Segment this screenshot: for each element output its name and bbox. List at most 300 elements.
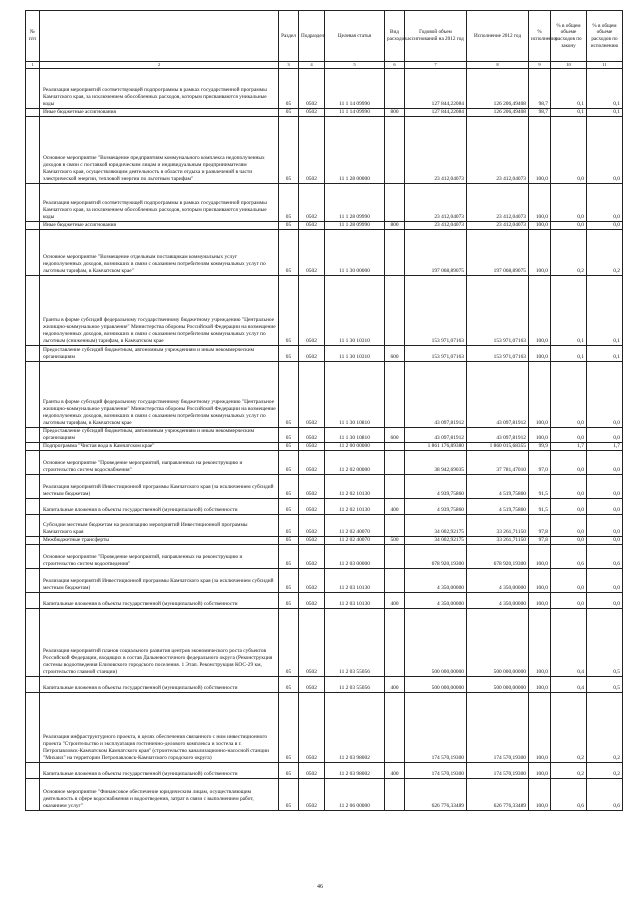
- target-article-cell: 11 1 30 10310: [325, 346, 385, 362]
- share-execution-cell: 0,0: [587, 569, 623, 593]
- target-article-cell: 11 2 02 40070: [325, 537, 385, 545]
- share-execution-cell: 0,1: [587, 346, 623, 362]
- item-name-cell: Межбюджетные трансферты: [40, 537, 279, 545]
- execution-cell: 153 971,07163: [467, 346, 529, 362]
- execution-cell: 174 570,19300: [467, 763, 529, 779]
- razdel-cell: 05: [279, 230, 299, 276]
- column-index-cell: 11: [587, 62, 623, 69]
- column-index-cell: 1: [26, 62, 40, 69]
- num-cell: [26, 222, 40, 230]
- target-article-cell: 11 1 28 00000: [325, 117, 385, 184]
- item-name-cell: Капитальные вложения в объекты государственной (муниципальной) собственности: [40, 593, 279, 609]
- annual-plan-cell: 174 570,19300: [405, 763, 467, 779]
- share-law-cell: 0,0: [551, 593, 587, 609]
- podrazdel-cell: 0502: [299, 451, 325, 475]
- table-row: [26, 515, 623, 537]
- expense-type-cell: 600: [385, 346, 405, 362]
- share-execution-cell: 0,0: [587, 184, 623, 222]
- percent-cell: 100,0: [529, 428, 551, 443]
- percent-cell: 98,7: [529, 109, 551, 117]
- share-execution-cell: 0,0: [587, 428, 623, 443]
- annual-plan-cell: 34 002,92175: [405, 537, 467, 545]
- item-name-cell: Реализация мероприятий Инвестиционной программы Камчатского края (за исключением субсидий местным бюджетам): [40, 475, 279, 499]
- expense-type-cell: [385, 230, 405, 276]
- share-law-cell: 0,4: [551, 677, 587, 693]
- percent-cell: 100,0: [529, 545, 551, 569]
- num-cell: [26, 230, 40, 276]
- item-name-cell: Капитальные вложения в объекты государственной (муниципальной) собственности: [40, 499, 279, 515]
- share-execution-cell: 0,0: [587, 222, 623, 230]
- expense-type-cell: 600: [385, 428, 405, 443]
- execution-cell: 500 000,00000: [467, 677, 529, 693]
- table-row: [26, 69, 623, 109]
- podrazdel-cell: 0502: [299, 779, 325, 811]
- target-article-cell: 11 1 28 09990: [325, 184, 385, 222]
- budget-table-sheet: [25, 10, 622, 811]
- percent-cell: 97,0: [529, 451, 551, 475]
- podrazdel-cell: 0502: [299, 609, 325, 677]
- podrazdel-cell: 0502: [299, 109, 325, 117]
- annual-plan-cell: 1 861 176,89380: [405, 443, 467, 451]
- item-name-cell: Субсидии местным бюджетам на реализацию мероприятий Инвестиционной программы Камчатского края: [40, 515, 279, 537]
- num-cell: [26, 451, 40, 475]
- item-name-cell: Основное мероприятие "Проведение мероприятий, направленных на реконструкцию и строительство систем водоотведения": [40, 545, 279, 569]
- execution-cell: 500 000,00000: [467, 609, 529, 677]
- razdel-cell: 05: [279, 69, 299, 109]
- percent-cell: 100,0: [529, 184, 551, 222]
- execution-cell: 43 097,81912: [467, 428, 529, 443]
- header-execution: Исполнение 2012 год: [467, 11, 529, 62]
- item-name-cell: Предоставление субсидий бюджетным, автономным учреждениям и иным некоммерческим организациям: [40, 346, 279, 362]
- item-name-cell: Основное мероприятие "Финансовое обеспечение юридическим лицам, осуществляющим деятельность в сфере водоснабжения и водоотведения, затрат в связи с выполнением работ, оказанием услуг": [40, 779, 279, 811]
- column-index-cell: 6: [385, 62, 405, 69]
- share-execution-cell: 1,7: [587, 443, 623, 451]
- execution-cell: 197 068,89075: [467, 230, 529, 276]
- column-index-cell: 4: [299, 62, 325, 69]
- share-execution-cell: 0,0: [587, 451, 623, 475]
- column-index-cell: 7: [405, 62, 467, 69]
- target-article-cell: 11 2 06 00000: [325, 779, 385, 811]
- annual-plan-cell: 34 002,92175: [405, 515, 467, 537]
- share-law-cell: 0,2: [551, 763, 587, 779]
- num-cell: [26, 593, 40, 609]
- expense-type-cell: 800: [385, 222, 405, 230]
- header-target-article: Целевая статья: [325, 11, 385, 62]
- num-cell: [26, 609, 40, 677]
- header-num: № п/п: [26, 11, 40, 62]
- annual-plan-cell: 153 971,07163: [405, 276, 467, 346]
- share-law-cell: 0,6: [551, 545, 587, 569]
- execution-cell: 626 776,33489: [467, 779, 529, 811]
- razdel-cell: 05: [279, 569, 299, 593]
- column-index-cell: 2: [40, 62, 279, 69]
- execution-cell: 4 519,75860: [467, 475, 529, 499]
- target-article-cell: 11 1 30 10310: [325, 276, 385, 346]
- share-law-cell: 0,2: [551, 693, 587, 763]
- item-name-cell: Реализация инфраструктурного проекта, в целях обеспечения связанного с ним инвестиционного проекта "Строительство и эксплуатация гостинично-делового комплекса и хостела в г. Петропавловск-Камчатском Камчатского края" (строительство канализационно-насосной станции "Михаил" на территории Петропавловск-Камчатского городского округа): [40, 693, 279, 763]
- num-cell: [26, 569, 40, 593]
- percent-cell: 97,8: [529, 515, 551, 537]
- podrazdel-cell: 0502: [299, 569, 325, 593]
- header-podrazdel: Подраздел: [299, 11, 325, 62]
- annual-plan-cell: 4 350,00000: [405, 569, 467, 593]
- annual-plan-cell: 626 776,33489: [405, 779, 467, 811]
- razdel-cell: 05: [279, 499, 299, 515]
- percent-cell: 100,0: [529, 677, 551, 693]
- annual-plan-cell: 43 097,81912: [405, 362, 467, 428]
- annual-plan-cell: 23 412,04073: [405, 184, 467, 222]
- num-cell: [26, 515, 40, 537]
- page-number: 46: [317, 884, 323, 890]
- annual-plan-cell: 127 844,22084: [405, 109, 467, 117]
- execution-cell: 126 206,49408: [467, 69, 529, 109]
- target-article-cell: 11 2 03 55056: [325, 677, 385, 693]
- annual-plan-cell: 38 942,69035: [405, 451, 467, 475]
- razdel-cell: 05: [279, 475, 299, 499]
- share-law-cell: 0,1: [551, 346, 587, 362]
- execution-cell: 4 519,75860: [467, 499, 529, 515]
- share-execution-cell: 0,2: [587, 230, 623, 276]
- execution-cell: 33 261,71150: [467, 537, 529, 545]
- share-execution-cell: 0,0: [587, 515, 623, 537]
- annual-plan-cell: 500 000,00000: [405, 677, 467, 693]
- execution-cell: 23 412,04073: [467, 117, 529, 184]
- table-row: [26, 677, 623, 693]
- target-article-cell: 11 2 03 98002: [325, 693, 385, 763]
- item-name-cell: Реализация мероприятий Инвестиционной программы Камчатского края (за исключением субсидий местным бюджетам): [40, 569, 279, 593]
- razdel-cell: 05: [279, 545, 299, 569]
- expense-type-cell: [385, 609, 405, 677]
- podrazdel-cell: 0502: [299, 428, 325, 443]
- podrazdel-cell: 0502: [299, 276, 325, 346]
- razdel-cell: 05: [279, 184, 299, 222]
- expense-type-cell: 400: [385, 499, 405, 515]
- num-cell: [26, 346, 40, 362]
- target-article-cell: 11 2 02 10130: [325, 475, 385, 499]
- razdel-cell: 05: [279, 779, 299, 811]
- execution-cell: 174 570,19300: [467, 693, 529, 763]
- annual-plan-cell: 500 000,00000: [405, 609, 467, 677]
- podrazdel-cell: 0502: [299, 69, 325, 109]
- razdel-cell: 05: [279, 609, 299, 677]
- percent-cell: 100,0: [529, 276, 551, 346]
- annual-plan-cell: 4 350,00000: [405, 593, 467, 609]
- razdel-cell: 05: [279, 276, 299, 346]
- item-name-cell: Гранты в форме субсидий федеральному государственному бюджетному учреждению "Центральное жилищно-коммунальное управление" Министерства обороны Российской Федерации на возмещение недополученных доходов, возникших в связи с оказанием потребителям коммунальных услуг по льготным (сниженным) тарифам, в Камчатском крае: [40, 276, 279, 346]
- expense-type-cell: [385, 184, 405, 222]
- annual-plan-cell: 678 920,19300: [405, 545, 467, 569]
- table-row: [26, 593, 623, 609]
- num-cell: [26, 693, 40, 763]
- percent-cell: 100,0: [529, 362, 551, 428]
- podrazdel-cell: 0502: [299, 593, 325, 609]
- razdel-cell: 05: [279, 451, 299, 475]
- num-cell: [26, 499, 40, 515]
- podrazdel-cell: 0502: [299, 545, 325, 569]
- expense-type-cell: 500: [385, 537, 405, 545]
- target-article-cell: 11 1 30 10810: [325, 428, 385, 443]
- razdel-cell: 05: [279, 763, 299, 779]
- podrazdel-cell: 0502: [299, 475, 325, 499]
- percent-cell: 99,9: [529, 443, 551, 451]
- share-law-cell: 0,6: [551, 779, 587, 811]
- expense-type-cell: [385, 779, 405, 811]
- item-name-cell: Реализация мероприятий планов социального развития центров экономического роста субъектов Российской Федерации, входящих в состав Дальневосточного федерального округа (Реконструкция системы водоотведения Елизовского городского поселения. 1 Этап. Реконструкция КОС-29 км, строительство главной станции): [40, 609, 279, 677]
- share-law-cell: 0,1: [551, 69, 587, 109]
- table-row: [26, 276, 623, 346]
- target-article-cell: 11 1 14 09990: [325, 69, 385, 109]
- share-law-cell: 0,0: [551, 222, 587, 230]
- percent-cell: 91,5: [529, 499, 551, 515]
- percent-cell: 91,5: [529, 475, 551, 499]
- expense-type-cell: 800: [385, 109, 405, 117]
- budget-execution-table: [25, 10, 623, 811]
- table-header-row: [26, 11, 623, 62]
- annual-plan-cell: 4 939,75860: [405, 499, 467, 515]
- target-article-cell: 11 2 02 10130: [325, 499, 385, 515]
- execution-cell: 678 920,19300: [467, 545, 529, 569]
- percent-cell: 98,7: [529, 69, 551, 109]
- expense-type-cell: [385, 443, 405, 451]
- expense-type-cell: [385, 69, 405, 109]
- num-cell: [26, 475, 40, 499]
- share-law-cell: 0,2: [551, 230, 587, 276]
- header-razdel: Раздел: [279, 11, 299, 62]
- share-execution-cell: 0,5: [587, 677, 623, 693]
- expense-type-cell: 400: [385, 763, 405, 779]
- target-article-cell: 11 2 02 40070: [325, 515, 385, 537]
- razdel-cell: 05: [279, 109, 299, 117]
- header-expense-type: Вид расходов: [385, 11, 405, 62]
- execution-cell: 153 971,07163: [467, 276, 529, 346]
- header-name: [40, 11, 279, 62]
- expense-type-cell: [385, 451, 405, 475]
- podrazdel-cell: 0502: [299, 763, 325, 779]
- target-article-cell: 11 2 00 00000: [325, 443, 385, 451]
- share-execution-cell: 0,0: [587, 537, 623, 545]
- percent-cell: 100,0: [529, 763, 551, 779]
- share-law-cell: 0,0: [551, 362, 587, 428]
- table-row: [26, 451, 623, 475]
- table-row: [26, 499, 623, 515]
- table-row: [26, 184, 623, 222]
- num-cell: [26, 428, 40, 443]
- expense-type-cell: [385, 545, 405, 569]
- share-execution-cell: 0,5: [587, 609, 623, 677]
- podrazdel-cell: 0502: [299, 346, 325, 362]
- item-name-cell: Капитальные вложения в объекты государственной (муниципальной) собственности: [40, 763, 279, 779]
- share-execution-cell: 0,2: [587, 693, 623, 763]
- percent-cell: 100,0: [529, 593, 551, 609]
- share-execution-cell: 0,0: [587, 117, 623, 184]
- num-cell: [26, 69, 40, 109]
- item-name-cell: Основное мероприятие "Возмещение предприятиям коммунального комплекса недополученных доходов в связи с поставкой юридическим лицам и индивидуальным предпринимателям Камчатского края, осуществляющим деятельность в области отдыха и развлечений в части электрической энергии, тепловой энергии по льготным тарифам": [40, 117, 279, 184]
- expense-type-cell: [385, 515, 405, 537]
- razdel-cell: 05: [279, 593, 299, 609]
- percent-cell: 97,8: [529, 537, 551, 545]
- execution-cell: 23 412,04073: [467, 184, 529, 222]
- annual-plan-cell: 153 971,07163: [405, 346, 467, 362]
- podrazdel-cell: 0502: [299, 117, 325, 184]
- share-execution-cell: 0,0: [587, 362, 623, 428]
- item-name-cell: Основное мероприятие "Возмещение отдельным поставщикам коммунальных услуг недополученных доходов, возникших в связи с оказанием потребителям коммунальных услуг по льготным тарифам, в Камчатском крае": [40, 230, 279, 276]
- share-execution-cell: 0,6: [587, 545, 623, 569]
- share-execution-cell: 0,0: [587, 499, 623, 515]
- num-cell: [26, 779, 40, 811]
- execution-cell: 43 097,81912: [467, 362, 529, 428]
- podrazdel-cell: 0502: [299, 677, 325, 693]
- execution-cell: 1 860 015,68355: [467, 443, 529, 451]
- annual-plan-cell: 174 570,19300: [405, 693, 467, 763]
- table-row: [26, 545, 623, 569]
- razdel-cell: 05: [279, 117, 299, 184]
- podrazdel-cell: 0502: [299, 362, 325, 428]
- share-law-cell: 0,0: [551, 475, 587, 499]
- table-row: [26, 475, 623, 499]
- share-law-cell: 0,1: [551, 109, 587, 117]
- item-name-cell: Гранты в форме субсидий федеральному государственному бюджетному учреждению "Центральное жилищно-коммунальное управление" Министерства обороны Российской Федерации на возмещение недополученных доходов, возникших в связи с оказанием потребителям коммунальных услуг по льготным тарифам, в Камчатском крае: [40, 362, 279, 428]
- podrazdel-cell: 0502: [299, 537, 325, 545]
- podrazdel-cell: 0502: [299, 499, 325, 515]
- item-name-cell: Иные бюджетные ассигнования: [40, 222, 279, 230]
- item-name-cell: Подпрограмма "Чистая вода в Камчатском крае": [40, 443, 279, 451]
- expense-type-cell: [385, 362, 405, 428]
- share-execution-cell: 0,2: [587, 763, 623, 779]
- annual-plan-cell: 43 097,81912: [405, 428, 467, 443]
- podrazdel-cell: 0502: [299, 515, 325, 537]
- column-index-cell: 8: [467, 62, 529, 69]
- table-row: [26, 222, 623, 230]
- share-execution-cell: 0,1: [587, 109, 623, 117]
- execution-cell: 4 350,00000: [467, 569, 529, 593]
- header-percent: % исполнения: [529, 11, 551, 62]
- column-index-cell: 5: [325, 62, 385, 69]
- podrazdel-cell: 0502: [299, 230, 325, 276]
- percent-cell: 100,0: [529, 609, 551, 677]
- share-execution-cell: 0,6: [587, 779, 623, 811]
- podrazdel-cell: 0502: [299, 693, 325, 763]
- item-name-cell: Реализация мероприятий соответствующей подпрограммы в рамках государственной программы Камчатского края, за исключением обособленных расходов, которым присваиваются уникальные коды: [40, 184, 279, 222]
- num-cell: [26, 117, 40, 184]
- razdel-cell: 05: [279, 346, 299, 362]
- razdel-cell: 05: [279, 222, 299, 230]
- target-article-cell: 11 2 03 55056: [325, 609, 385, 677]
- column-index-cell: 9: [529, 62, 551, 69]
- execution-cell: 33 261,71150: [467, 515, 529, 537]
- num-cell: [26, 545, 40, 569]
- podrazdel-cell: 0502: [299, 443, 325, 451]
- item-name-cell: Капитальные вложения в объекты государственной (муниципальной) собственности: [40, 677, 279, 693]
- razdel-cell: 05: [279, 537, 299, 545]
- share-law-cell: 0,1: [551, 276, 587, 346]
- podrazdel-cell: 0502: [299, 184, 325, 222]
- table-row: [26, 362, 623, 428]
- execution-cell: 4 350,00000: [467, 593, 529, 609]
- target-article-cell: 11 2 03 10130: [325, 569, 385, 593]
- table-row: [26, 346, 623, 362]
- percent-cell: 100,0: [529, 346, 551, 362]
- podrazdel-cell: 0502: [299, 222, 325, 230]
- table-row: [26, 537, 623, 545]
- share-law-cell: 0,0: [551, 184, 587, 222]
- annual-plan-cell: 23 412,04073: [405, 222, 467, 230]
- column-index-cell: 10: [551, 62, 587, 69]
- item-name-cell: Иные бюджетные ассигнования: [40, 109, 279, 117]
- annual-plan-cell: 4 939,75860: [405, 475, 467, 499]
- share-execution-cell: 0,1: [587, 276, 623, 346]
- share-execution-cell: 0,0: [587, 593, 623, 609]
- razdel-cell: 05: [279, 515, 299, 537]
- header-annual-plan: Годовой объем ассигнований на 2012 год: [405, 11, 467, 62]
- share-law-cell: 0,0: [551, 451, 587, 475]
- column-index-row: [26, 62, 623, 69]
- expense-type-cell: [385, 276, 405, 346]
- table-row: [26, 779, 623, 811]
- share-law-cell: 0,0: [551, 569, 587, 593]
- target-article-cell: 11 2 03 98002: [325, 763, 385, 779]
- table-row: [26, 443, 623, 451]
- num-cell: [26, 677, 40, 693]
- execution-cell: 23 412,04073: [467, 222, 529, 230]
- share-law-cell: 0,0: [551, 537, 587, 545]
- target-article-cell: 11 1 30 10810: [325, 362, 385, 428]
- table-row: [26, 693, 623, 763]
- share-law-cell: 0,0: [551, 117, 587, 184]
- num-cell: [26, 362, 40, 428]
- target-article-cell: 11 1 14 09990: [325, 109, 385, 117]
- table-row: [26, 569, 623, 593]
- header-share-execution: % в общем объеме расходов по исполнению: [587, 11, 623, 62]
- expense-type-cell: [385, 569, 405, 593]
- item-name-cell: Предоставление субсидий бюджетным, автономным учреждениям и иным некоммерческим организациям: [40, 428, 279, 443]
- share-execution-cell: 0,1: [587, 69, 623, 109]
- execution-cell: 37 781,47010: [467, 451, 529, 475]
- share-law-cell: 0,0: [551, 428, 587, 443]
- expense-type-cell: [385, 117, 405, 184]
- percent-cell: 100,0: [529, 230, 551, 276]
- table-row: [26, 609, 623, 677]
- share-execution-cell: 0,0: [587, 475, 623, 499]
- num-cell: [26, 443, 40, 451]
- table-row: [26, 117, 623, 184]
- target-article-cell: 11 2 03 00000: [325, 545, 385, 569]
- num-cell: [26, 763, 40, 779]
- annual-plan-cell: 127 844,22084: [405, 69, 467, 109]
- razdel-cell: 05: [279, 677, 299, 693]
- share-law-cell: 1,7: [551, 443, 587, 451]
- target-article-cell: 11 1 28 09990: [325, 222, 385, 230]
- table-row: [26, 230, 623, 276]
- share-law-cell: 0,0: [551, 515, 587, 537]
- percent-cell: 100,0: [529, 693, 551, 763]
- percent-cell: 100,0: [529, 117, 551, 184]
- execution-cell: 126 206,49408: [467, 109, 529, 117]
- percent-cell: 100,0: [529, 222, 551, 230]
- target-article-cell: 11 1 30 00000: [325, 230, 385, 276]
- annual-plan-cell: 197 068,89075: [405, 230, 467, 276]
- razdel-cell: 05: [279, 362, 299, 428]
- expense-type-cell: 400: [385, 593, 405, 609]
- razdel-cell: 05: [279, 443, 299, 451]
- num-cell: [26, 109, 40, 117]
- header-share-law: % в общем объеме расходов по закону: [551, 11, 587, 62]
- percent-cell: 100,0: [529, 779, 551, 811]
- target-article-cell: 11 2 02 00000: [325, 451, 385, 475]
- expense-type-cell: 400: [385, 677, 405, 693]
- item-name-cell: Основное мероприятие "Проведение мероприятий, направленных на реконструкцию и строительство систем водоснабжения": [40, 451, 279, 475]
- razdel-cell: 05: [279, 428, 299, 443]
- num-cell: [26, 537, 40, 545]
